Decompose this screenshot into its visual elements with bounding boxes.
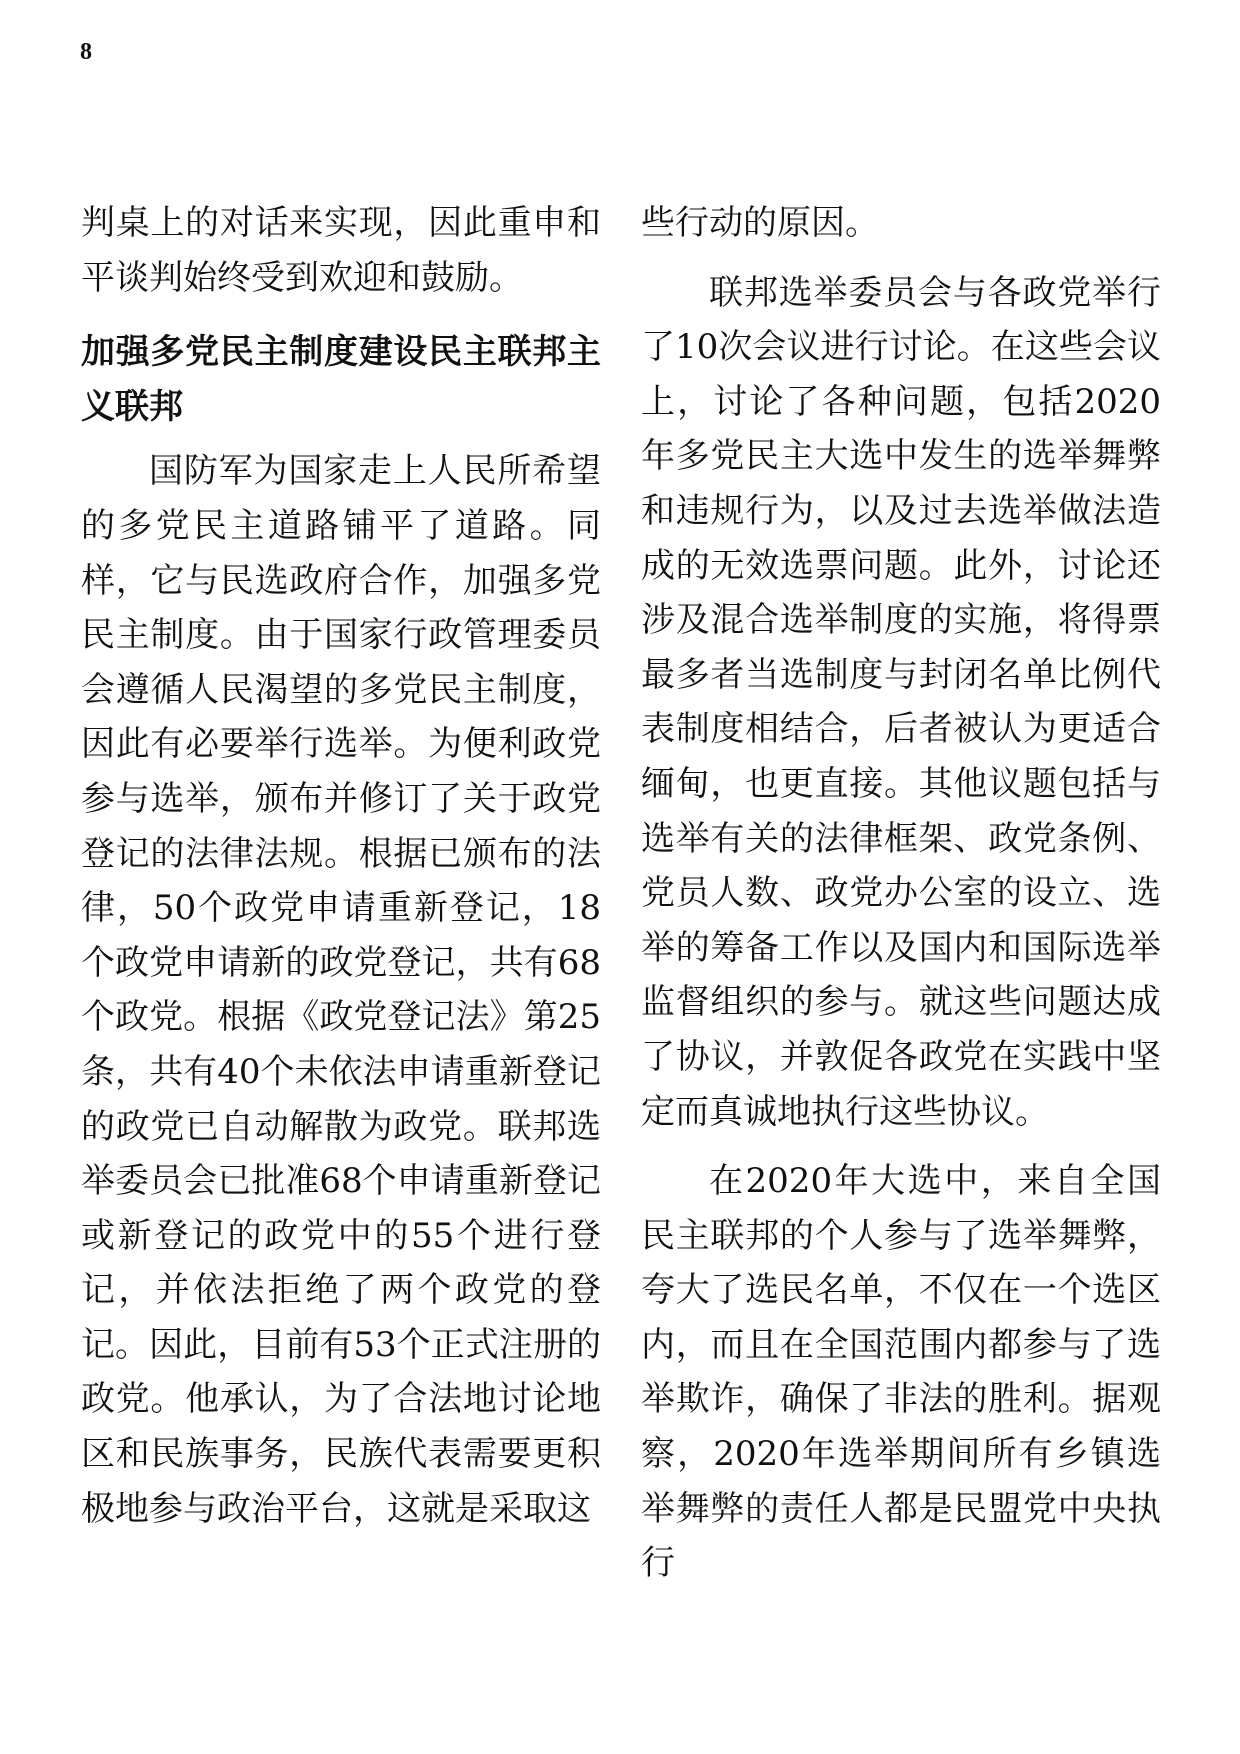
left-column [81,196,601,1536]
paragraph-continuation: 判桌上的对话来实现，因此重申和平谈判始终受到欢迎和鼓励。 [81,203,601,298]
paragraph-continuation: 些行动的原因。 [641,203,879,243]
paragraph-election-commission-meetings: 联邦选举委员会与各政党举行了10次会议进行讨论。在这些会议上，讨论了各种问题，包括2020年多党民主大选中发生的选举舞弊和违规行为，以及过去选举做法造成的无效选票问题。此外，讨论还涉及混合选举制度的实施，将得票最多者当选制度与封闭名单比例代表制度相结合，后者被认为更适合缅甸，也更直接。其他议题包括与选举有关的法律框架、政党条例、党员人数、政党办公室的设立、选举的筹备工作以及国内和国际选举监督组织的参与。就这些问题达成了协议，并敦促各政党在实践中坚定而真诚地执行这些协议。 [641,272,1161,1132]
section-heading: 加强多党民主制度建设民主联邦主义联邦 [81,332,601,427]
page-number: 8 [80,39,92,65]
right-column [641,196,1161,1591]
paragraph-political-parties: 国防军为国家走上人民所希望的多党民主道路铺平了道路。同样，它与民选政府合作，加强多党民主制度。由于国家行政管理委员会遵循人民渴望的多党民主制度，因此有必要举行选举。为便利政党参与选举，颁布并修订了关于政党登记的法律法规。根据已颁布的法律，50个政党申请重新登记，18个政党申请新的政党登记，共有68个政党。根据《政党登记法》第25条，共有40个未依法申请重新登记的政党已自动解散为政党。联邦选举委员会已批准68个申请重新登记或新登记的政党中的55个进行登记，并依法拒绝了两个政党的登记。因此，目前有53个正式注册的政党。他承认，为了合法地讨论地区和民族事务，民族代表需要更积极地参与政治平台，这就是采取这 [81,451,601,1529]
paragraph-election-fraud: 在2020年大选中，来自全国民主联邦的个人参与了选举舞弊，夸大了选民名单，不仅在一个选区内，而且在全国范围内都参与了选举欺诈，确保了非法的胜利。据观察，2020年选举期间所有乡镇选举舞弊的责任人都是民盟党中央执行 [641,1161,1161,1584]
